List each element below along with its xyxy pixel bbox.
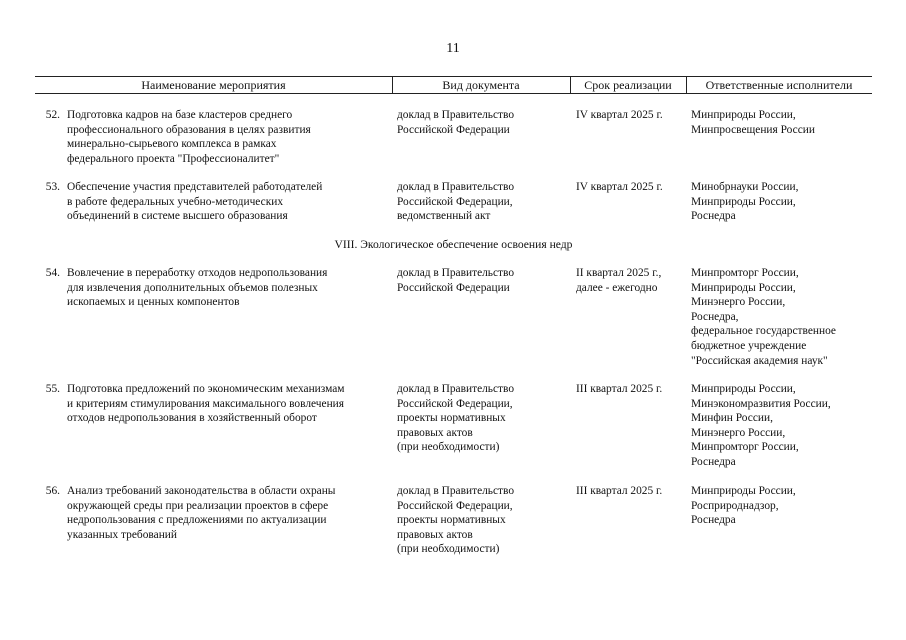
executors-line: Минпромторг России,: [691, 267, 799, 279]
executors-line: Минприроды России,: [691, 281, 796, 294]
document-type-line: доклад в Правительство: [397, 383, 515, 395]
document-type-line: доклад в Правительство: [397, 267, 515, 279]
document-type-line: проекты нормативных: [397, 412, 506, 425]
executors-line: Минпросвещения России: [691, 123, 815, 136]
document-type-line: (при необходимости): [397, 441, 500, 454]
executors-cell: [691, 108, 872, 137]
executors-line: Минэкономразвития России,: [691, 397, 831, 410]
document-type-line: Российской Федерации,: [397, 397, 513, 410]
row-number: 55.: [45, 383, 60, 395]
deadline-line: далее - ежегодно: [576, 281, 658, 294]
event-name-line: профессионального образования в целях развития: [67, 123, 311, 136]
document-type-cell: [397, 180, 565, 224]
document-type-line: Российской Федерации,: [397, 195, 513, 208]
event-name-cell: [67, 484, 395, 542]
event-name-line: Подготовка предложений по экономическим механизмам: [67, 383, 345, 395]
row-number: 53.: [45, 181, 60, 193]
executors-cell: [691, 266, 872, 368]
document-type-line: ведомственный акт: [397, 210, 491, 223]
executors-cell: [691, 382, 872, 470]
executors-cell: [691, 484, 872, 528]
document-type-line: доклад в Правительство: [397, 109, 515, 121]
document-type-line: правовых актов: [397, 426, 473, 439]
executors-line: "Российская академия наук": [691, 354, 828, 367]
event-name-line: Обеспечение участия представителей работодателей: [67, 181, 323, 193]
event-name-line: Подготовка кадров на базе кластеров среднего: [67, 109, 293, 121]
document-type-line: доклад в Правительство: [397, 485, 515, 497]
executors-line: Минпромторг России,: [691, 441, 799, 454]
row-number: 52.: [45, 109, 60, 121]
executors-line: Роснедра,: [691, 310, 739, 323]
event-name-line: минерально-сырьевого комплекса в рамках: [67, 138, 277, 151]
page-number: 11: [446, 41, 460, 56]
document-type-cell: [397, 108, 565, 137]
header-event-name: Наименование мероприятия: [141, 78, 286, 92]
row-number: 54.: [45, 267, 60, 279]
executors-line: Роснедра: [691, 455, 736, 468]
header-executors: Ответственные исполнители: [705, 78, 853, 92]
row-number: 56.: [45, 485, 60, 497]
table-header: [35, 76, 872, 94]
document-type-cell: [397, 484, 565, 557]
event-name-line: и критериям стимулирования максимального вовлечения: [67, 397, 345, 410]
deadline-line: IV квартал 2025 г.: [576, 181, 663, 193]
executors-line: Роснедра: [691, 514, 736, 527]
event-name-line: ископаемых и ценных компонентов: [67, 296, 240, 309]
event-name-cell: [67, 180, 395, 224]
executors-cell: [691, 180, 872, 224]
event-name-line: указанных требований: [67, 528, 177, 541]
executors-line: бюджетное учреждение: [691, 339, 807, 352]
deadline-line: III квартал 2025 г.: [576, 485, 663, 497]
event-name-line: федерального проекта "Профессионалитет": [67, 152, 280, 165]
document-type-line: (при необходимости): [397, 543, 500, 556]
event-name-cell: [67, 108, 395, 166]
executors-line: Роснедра: [691, 210, 736, 223]
document-type-line: Российской Федерации,: [397, 499, 513, 512]
deadline-cell: [576, 180, 688, 195]
document-type-cell: [397, 266, 565, 295]
executors-line: Минобрнауки России,: [691, 181, 799, 193]
executors-line: Минприроды России,: [691, 109, 796, 121]
section-title: VIII. Экологическое обеспечение освоения недр: [334, 238, 573, 251]
executors-line: Росприроднадзор,: [691, 499, 779, 512]
document-type-cell: [397, 382, 565, 455]
deadline-line: III квартал 2025 г.: [576, 383, 663, 395]
event-name-line: Анализ требований законодательства в области охраны: [67, 485, 336, 497]
executors-line: Минэнерго России,: [691, 426, 786, 439]
event-name-line: отходов недропользования в хозяйственный оборот: [67, 412, 317, 425]
executors-line: Минприроды России,: [691, 383, 796, 395]
document-type-line: правовых актов: [397, 528, 473, 541]
executors-line: Минэнерго России,: [691, 296, 786, 309]
executors-line: Минприроды России,: [691, 195, 796, 208]
deadline-line: IV квартал 2025 г.: [576, 109, 663, 121]
deadline-cell: [576, 266, 688, 295]
header-deadline: Срок реализации: [584, 78, 672, 92]
document-type-line: доклад в Правительство: [397, 181, 515, 193]
event-name-cell: [67, 266, 395, 310]
event-name-line: для извлечения дополнительных объемов полезных: [67, 281, 318, 294]
event-name-line: объединений в системе высшего образования: [67, 210, 288, 223]
event-name-cell: [67, 382, 395, 426]
deadline-line: II квартал 2025 г.,: [576, 267, 662, 279]
deadline-cell: [576, 382, 688, 397]
event-name-line: в работе федеральных учебно-методических: [67, 195, 284, 208]
executors-line: Минприроды России,: [691, 485, 796, 497]
deadline-cell: [576, 484, 688, 499]
event-name-line: Вовлечение в переработку отходов недропользования: [67, 267, 328, 279]
event-name-line: недропользования с предложениями по актуализации: [67, 514, 327, 527]
document-type-line: проекты нормативных: [397, 514, 506, 527]
header-document-type: Вид документа: [442, 78, 520, 92]
executors-line: Минфин России,: [691, 412, 773, 425]
document-type-line: Российской Федерации: [397, 281, 510, 294]
executors-line: федеральное государственное: [691, 325, 836, 338]
deadline-cell: [576, 108, 688, 123]
event-name-line: окружающей среды при реализации проектов в сфере: [67, 499, 329, 512]
document-type-line: Российской Федерации: [397, 123, 510, 136]
